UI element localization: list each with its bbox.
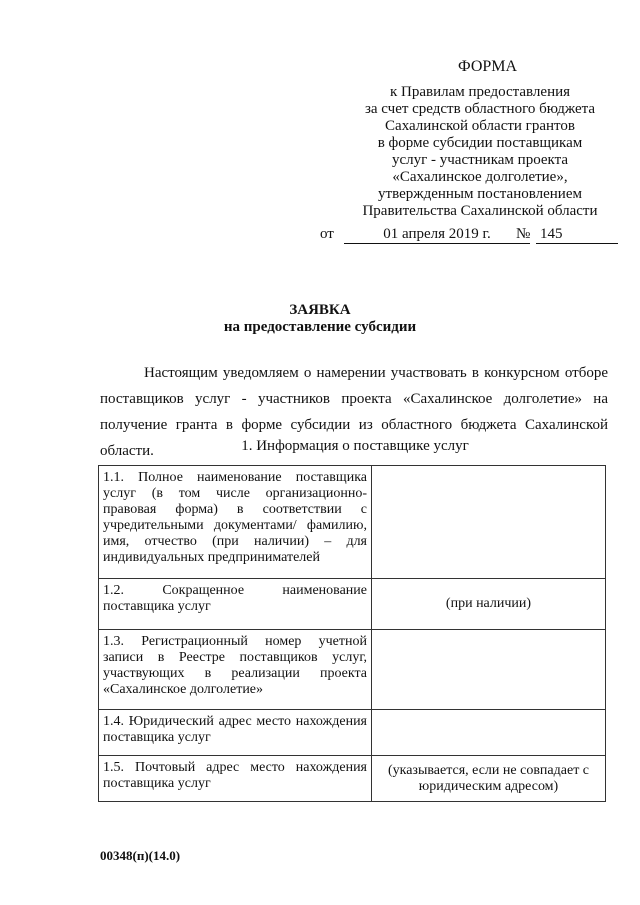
preamble-line: Сахалинской области грантов [385,118,575,134]
table-row [99,710,606,756]
preamble-line: услуг - участникам проекта [391,152,569,168]
document-title [0,302,640,336]
table-row [99,756,606,802]
row-label: 1.3. Регистрационный номер учетной записи в Реестре поставщиков услуг, участвующих в реализации проекта «Сахалинское долголетие» [99,630,372,710]
row-label: 1.5. Почтовый адрес место нахождения поставщика услуг [99,756,372,802]
title-sub: на предоставление субсидии [223,319,417,335]
preamble-line: за счет средств областного бюджета [364,101,596,117]
preamble-line: в форме субсидии поставщикам [377,135,583,151]
row-value: (при наличии) [372,579,606,630]
row-value [372,710,606,756]
row-value: (указывается, если не совпадает с юридическим адресом) [372,756,606,802]
preamble [355,84,605,220]
preamble-line: Правительства Сахалинской области [362,203,598,219]
order-from-label: от [320,226,334,242]
preamble-line: утвержденным постановлением [378,186,582,202]
table-row [99,579,606,630]
order-date: 01 апреля 2019 г. [344,226,530,244]
order-number-label: № [516,226,531,242]
preamble-line: к Правилам предоставления [389,84,571,100]
intro-paragraph: Настоящим уведомляем о намерении участвовать в конкурсном отборе поставщиков услуг - участников проекта «Сахалинское долголетие» на получение гранта в форме субсидии из областного бюджета Сахалинской области. [100,365,608,459]
supplier-info-table [98,465,606,802]
row-value [372,466,606,579]
row-label: 1.4. Юридический адрес место нахождения поставщика услуг [99,710,372,756]
row-label: 1.1. Полное наименование поставщика услуг (в том числе организационно-правовая форма) в соответствии с учредительными документами/ фамилию, имя, отчество (при наличии) – для индивидуальных предпринимателей [99,466,372,579]
section-title: 1. Информация о поставщике услуг [241,438,469,454]
title-main: ЗАЯВКА [289,302,351,318]
order-number: 145 [536,226,618,244]
row-label: 1.2. Сокращенное наименование поставщика услуг [99,579,372,630]
document-code: 00348(п)(14.0) [100,848,181,863]
form-label: ФОРМА [458,58,518,75]
preamble-line: «Сахалинское долголетие», [392,169,568,185]
table-row [99,630,606,710]
order-reference [320,226,620,246]
table-row [99,466,606,579]
row-value [372,630,606,710]
